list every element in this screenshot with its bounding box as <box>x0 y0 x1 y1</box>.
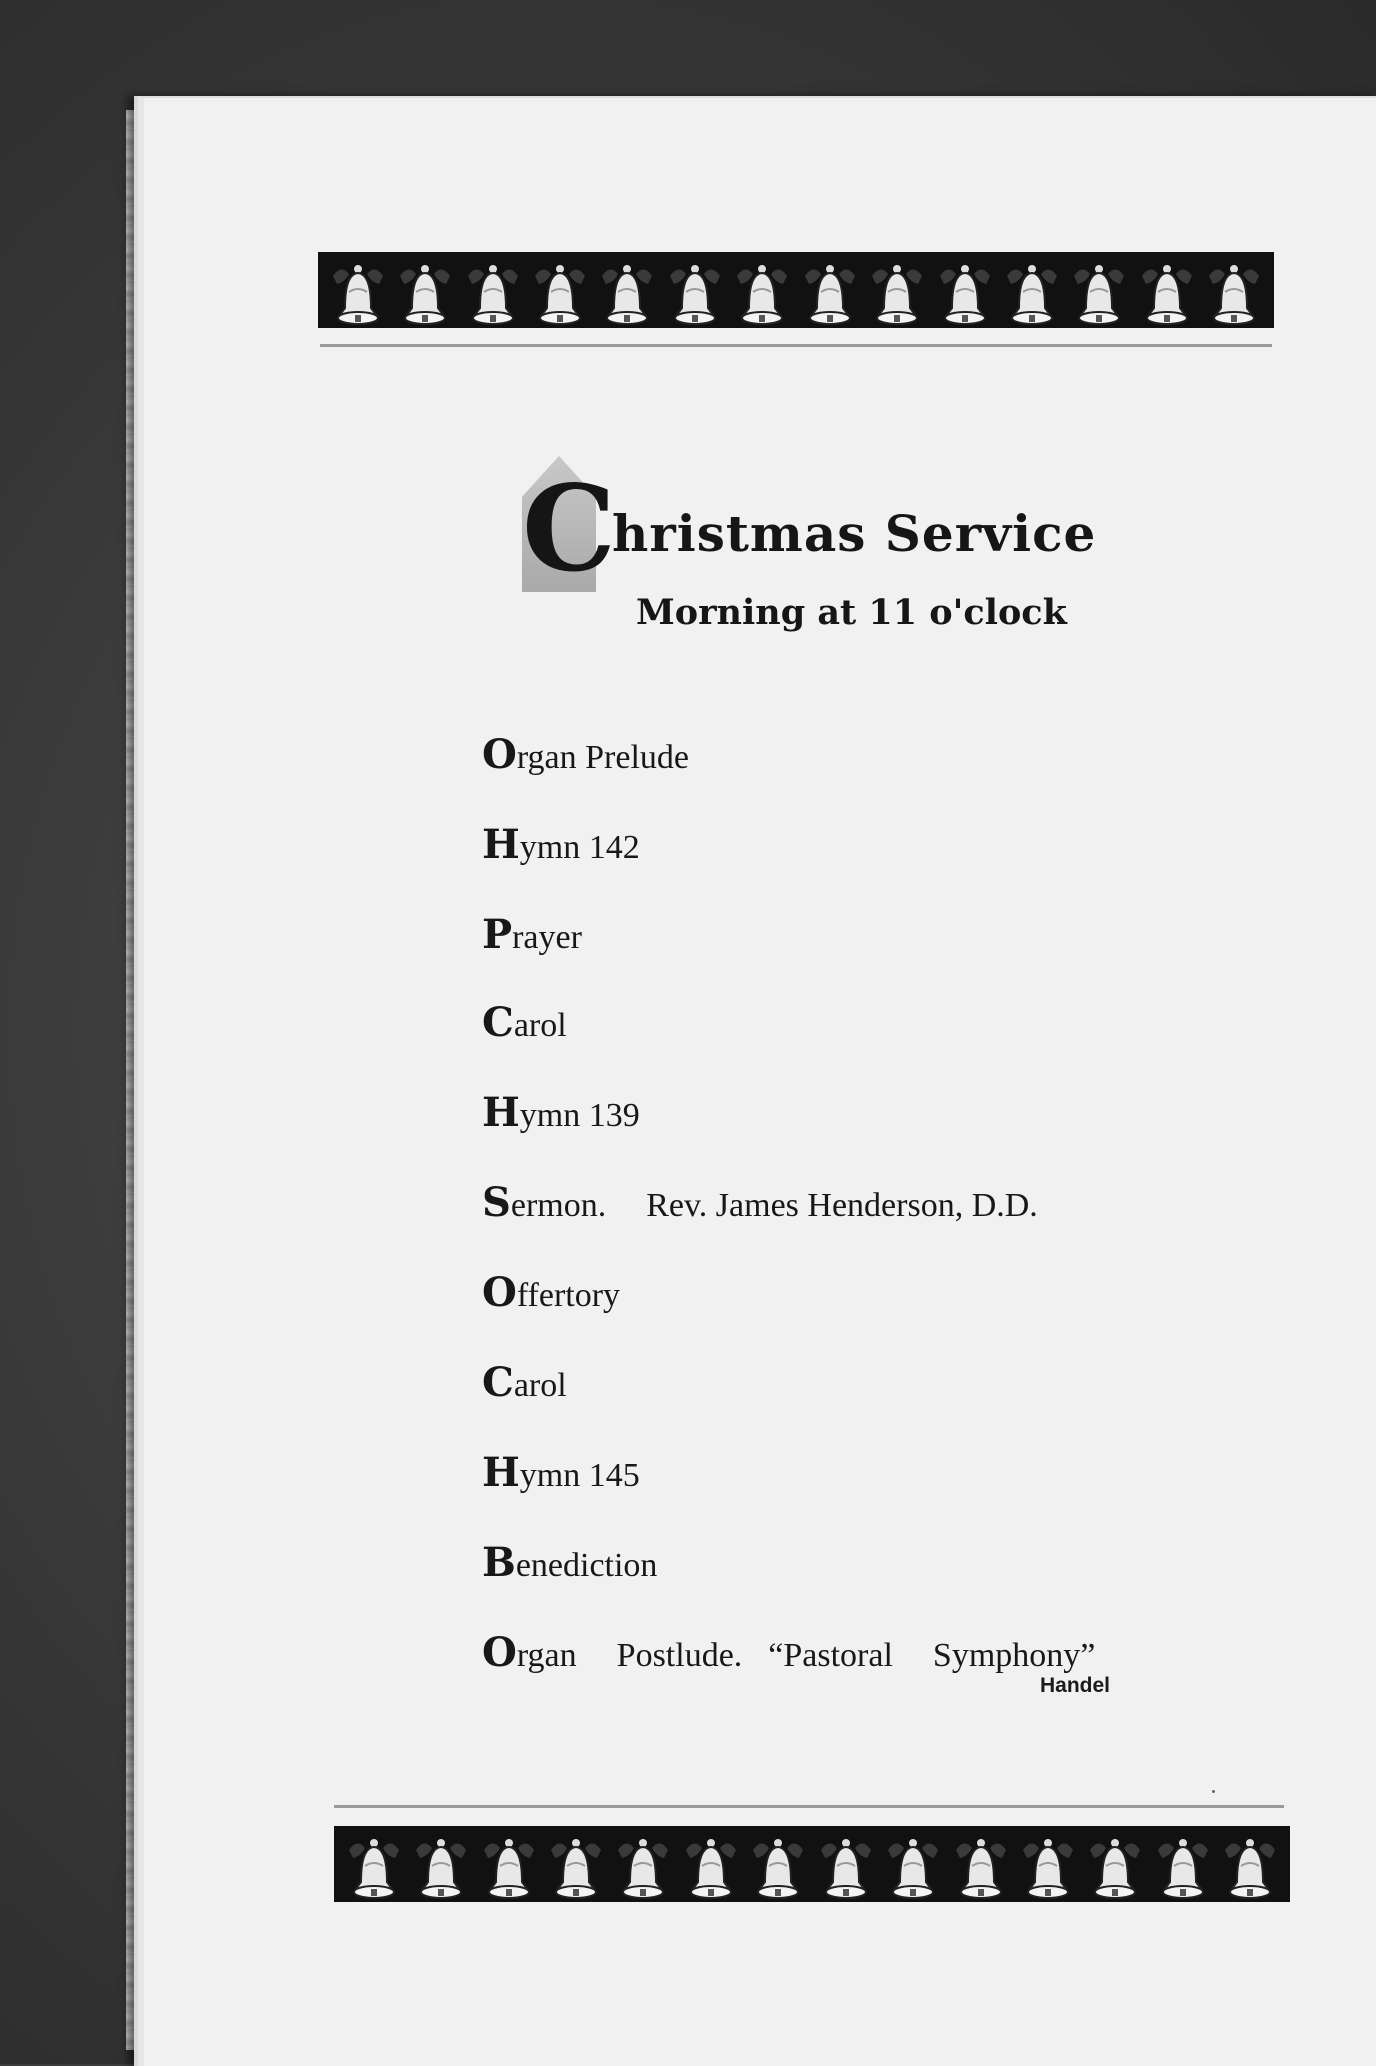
bell-icon <box>870 262 924 328</box>
program-item: Benediction <box>482 1539 658 1586</box>
program-item: Hymn 139 <box>482 1089 640 1136</box>
bell-icon <box>1156 1836 1210 1902</box>
bell-icon <box>1021 1836 1075 1902</box>
bell-icon <box>668 262 722 328</box>
divider-bottom <box>334 1805 1284 1808</box>
page-title: hristmas Service <box>612 504 1097 563</box>
bell-icon <box>938 262 992 328</box>
program-item: Prayer <box>482 911 582 958</box>
bell-icon <box>1207 262 1261 328</box>
bell-icon <box>549 1836 603 1902</box>
paper-speck <box>1212 1790 1215 1793</box>
program-item: Organ Prelude <box>482 731 690 778</box>
title-initial: C <box>522 459 616 598</box>
bell-border-top <box>318 252 1274 328</box>
program-card <box>138 96 1376 2066</box>
bell-icon <box>886 1836 940 1902</box>
bell-icon <box>331 262 385 328</box>
composer-credit: Handel <box>1040 1674 1111 1697</box>
program-item: Carol <box>482 1359 567 1406</box>
bell-icon <box>751 1836 805 1902</box>
bell-icon <box>954 1836 1008 1902</box>
bell-icon <box>1140 262 1194 328</box>
program-item: Hymn 142 <box>482 821 640 868</box>
program-item: Organ Postlude. “Pastoral Symphony” <box>482 1629 1096 1676</box>
bell-icon <box>803 262 857 328</box>
bell-icon <box>398 262 452 328</box>
bell-icon <box>482 1836 536 1902</box>
program-item: Sermon. Rev. James Henderson, D.D. <box>482 1179 1038 1226</box>
bell-icon <box>414 1836 468 1902</box>
bell-icon <box>684 1836 738 1902</box>
bell-icon <box>347 1836 401 1902</box>
program-item: Hymn 145 <box>482 1449 640 1496</box>
bell-icon <box>466 262 520 328</box>
program-item: Offertory <box>482 1269 621 1316</box>
bell-icon <box>1223 1836 1277 1902</box>
bell-icon <box>735 262 789 328</box>
bell-icon <box>1088 1836 1142 1902</box>
divider-top <box>320 344 1272 347</box>
sermon-preacher: Rev. James Henderson, D.D. <box>646 1187 1038 1224</box>
page-subtitle: Morning at 11 o'clock <box>636 592 1067 633</box>
bell-icon <box>616 1836 670 1902</box>
bell-icon <box>1005 262 1059 328</box>
program-item: Carol <box>482 999 567 1046</box>
bell-icon <box>600 262 654 328</box>
bell-border-bottom <box>334 1826 1290 1902</box>
bell-icon <box>819 1836 873 1902</box>
bell-icon <box>1072 262 1126 328</box>
bell-icon <box>533 262 587 328</box>
